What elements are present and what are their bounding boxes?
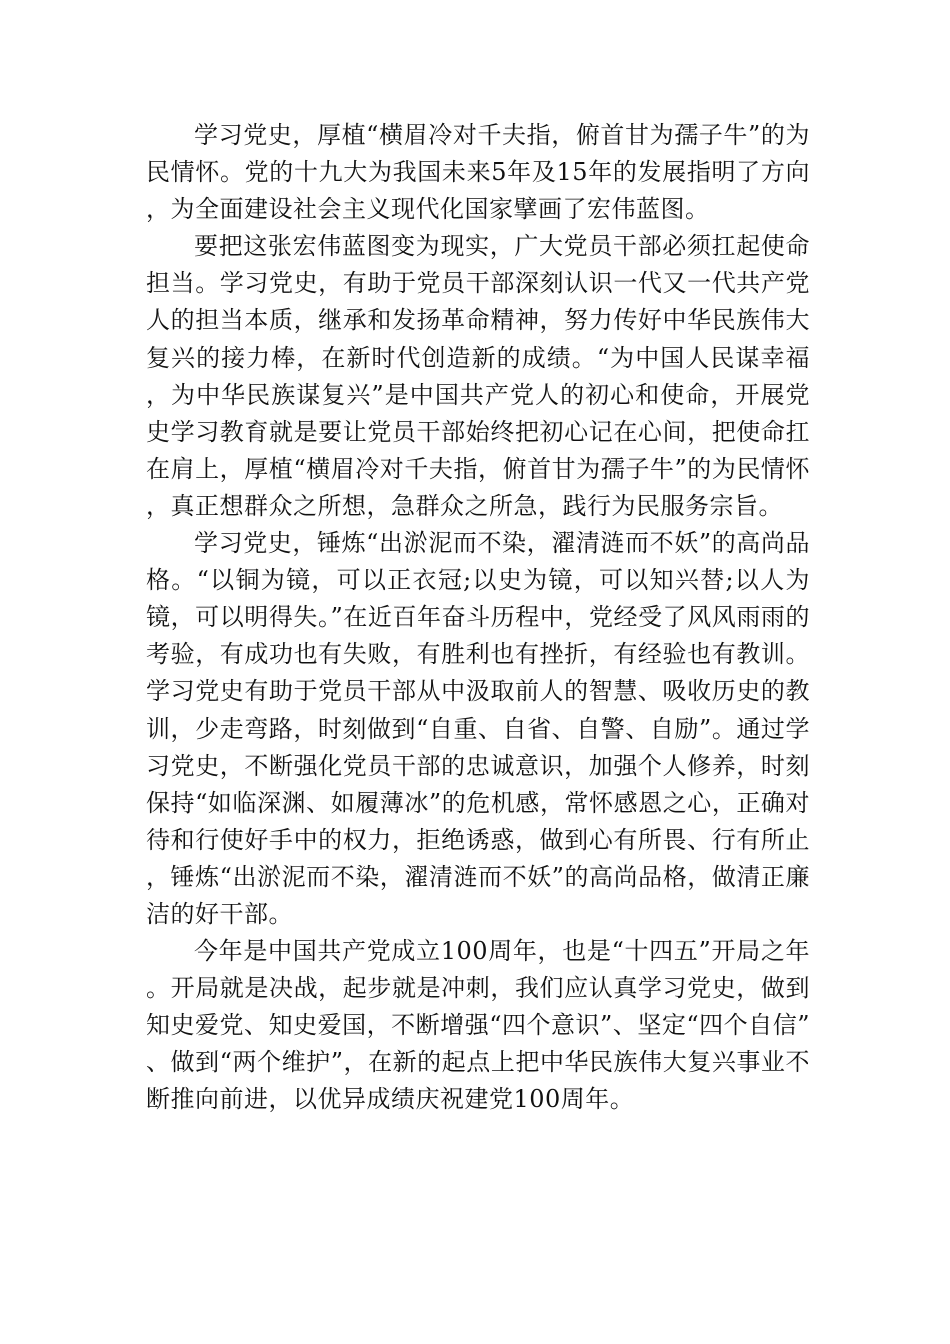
paragraph-3: 学习党史，锤炼“出淤泥而不染，濯清涟而不妖”的高尚品格。“以铜为镜，可以正衣冠;以史为镜，可以知兴替;以人为镜，可以明得失。”在近百年奋斗历程中，党经受了风风雨雨的考验，有成功也有失败，有胜利也有挫折，有经验也有教训。学习党史有助于党员干部从中汲取前人的智慧、吸收历史的教训，少走弯路，时刻做到“自重、自省、自警、自励”。通过学习党史，不断强化党员干部的忠诚意识，加强个人修养，时刻保持“如临深渊、如履薄冰”的危机感，常怀感恩之心，正确对待和行使好手中的权力，拒绝诱惑，做到心有所畏、行有所止，锤炼“出淤泥而不染，濯清涟而不妖”的高尚品格，做清正廉洁的好干部。 [146,529,810,928]
paragraph-4: 今年是中国共产党成立100周年，也是“十四五”开局之年。开局就是决战，起步就是冲刺，我们应认真学习党史，做到知史爱党、知史爱国，不断增强“四个意识”、坚定“四个自信”、做到“两个维护”，在新的起点上把中华民族伟大复兴事业不断推向前进，以优异成绩庆祝建党100周年。 [146,937,810,1114]
document-body [146,117,810,1119]
paragraph-1: 学习党史，厚植“横眉冷对千夫指，俯首甘为孺子牛”的为民情怀。党的十九大为我国未来5年及15年的发展指明了方向，为全面建设社会主义现代化国家擘画了宏伟蓝图。 [146,121,810,224]
paragraph-2: 要把这张宏伟蓝图变为现实，广大党员干部必须扛起使命担当。学习党史，有助于党员干部深刻认识一代又一代共产党人的担当本质，继承和发扬革命精神，努力传好中华民族伟大复兴的接力棒，在新时代创造新的成绩。“为中国人民谋幸福，为中华民族谋复兴”是中国共产党人的初心和使命，开展党史学习教育就是要让党员干部始终把初心记在心间，把使命扛在肩上，厚植“横眉冷对千夫指，俯首甘为孺子牛”的为民情怀，真正想群众之所想，急群众之所急，践行为民服务宗旨。 [146,232,810,520]
